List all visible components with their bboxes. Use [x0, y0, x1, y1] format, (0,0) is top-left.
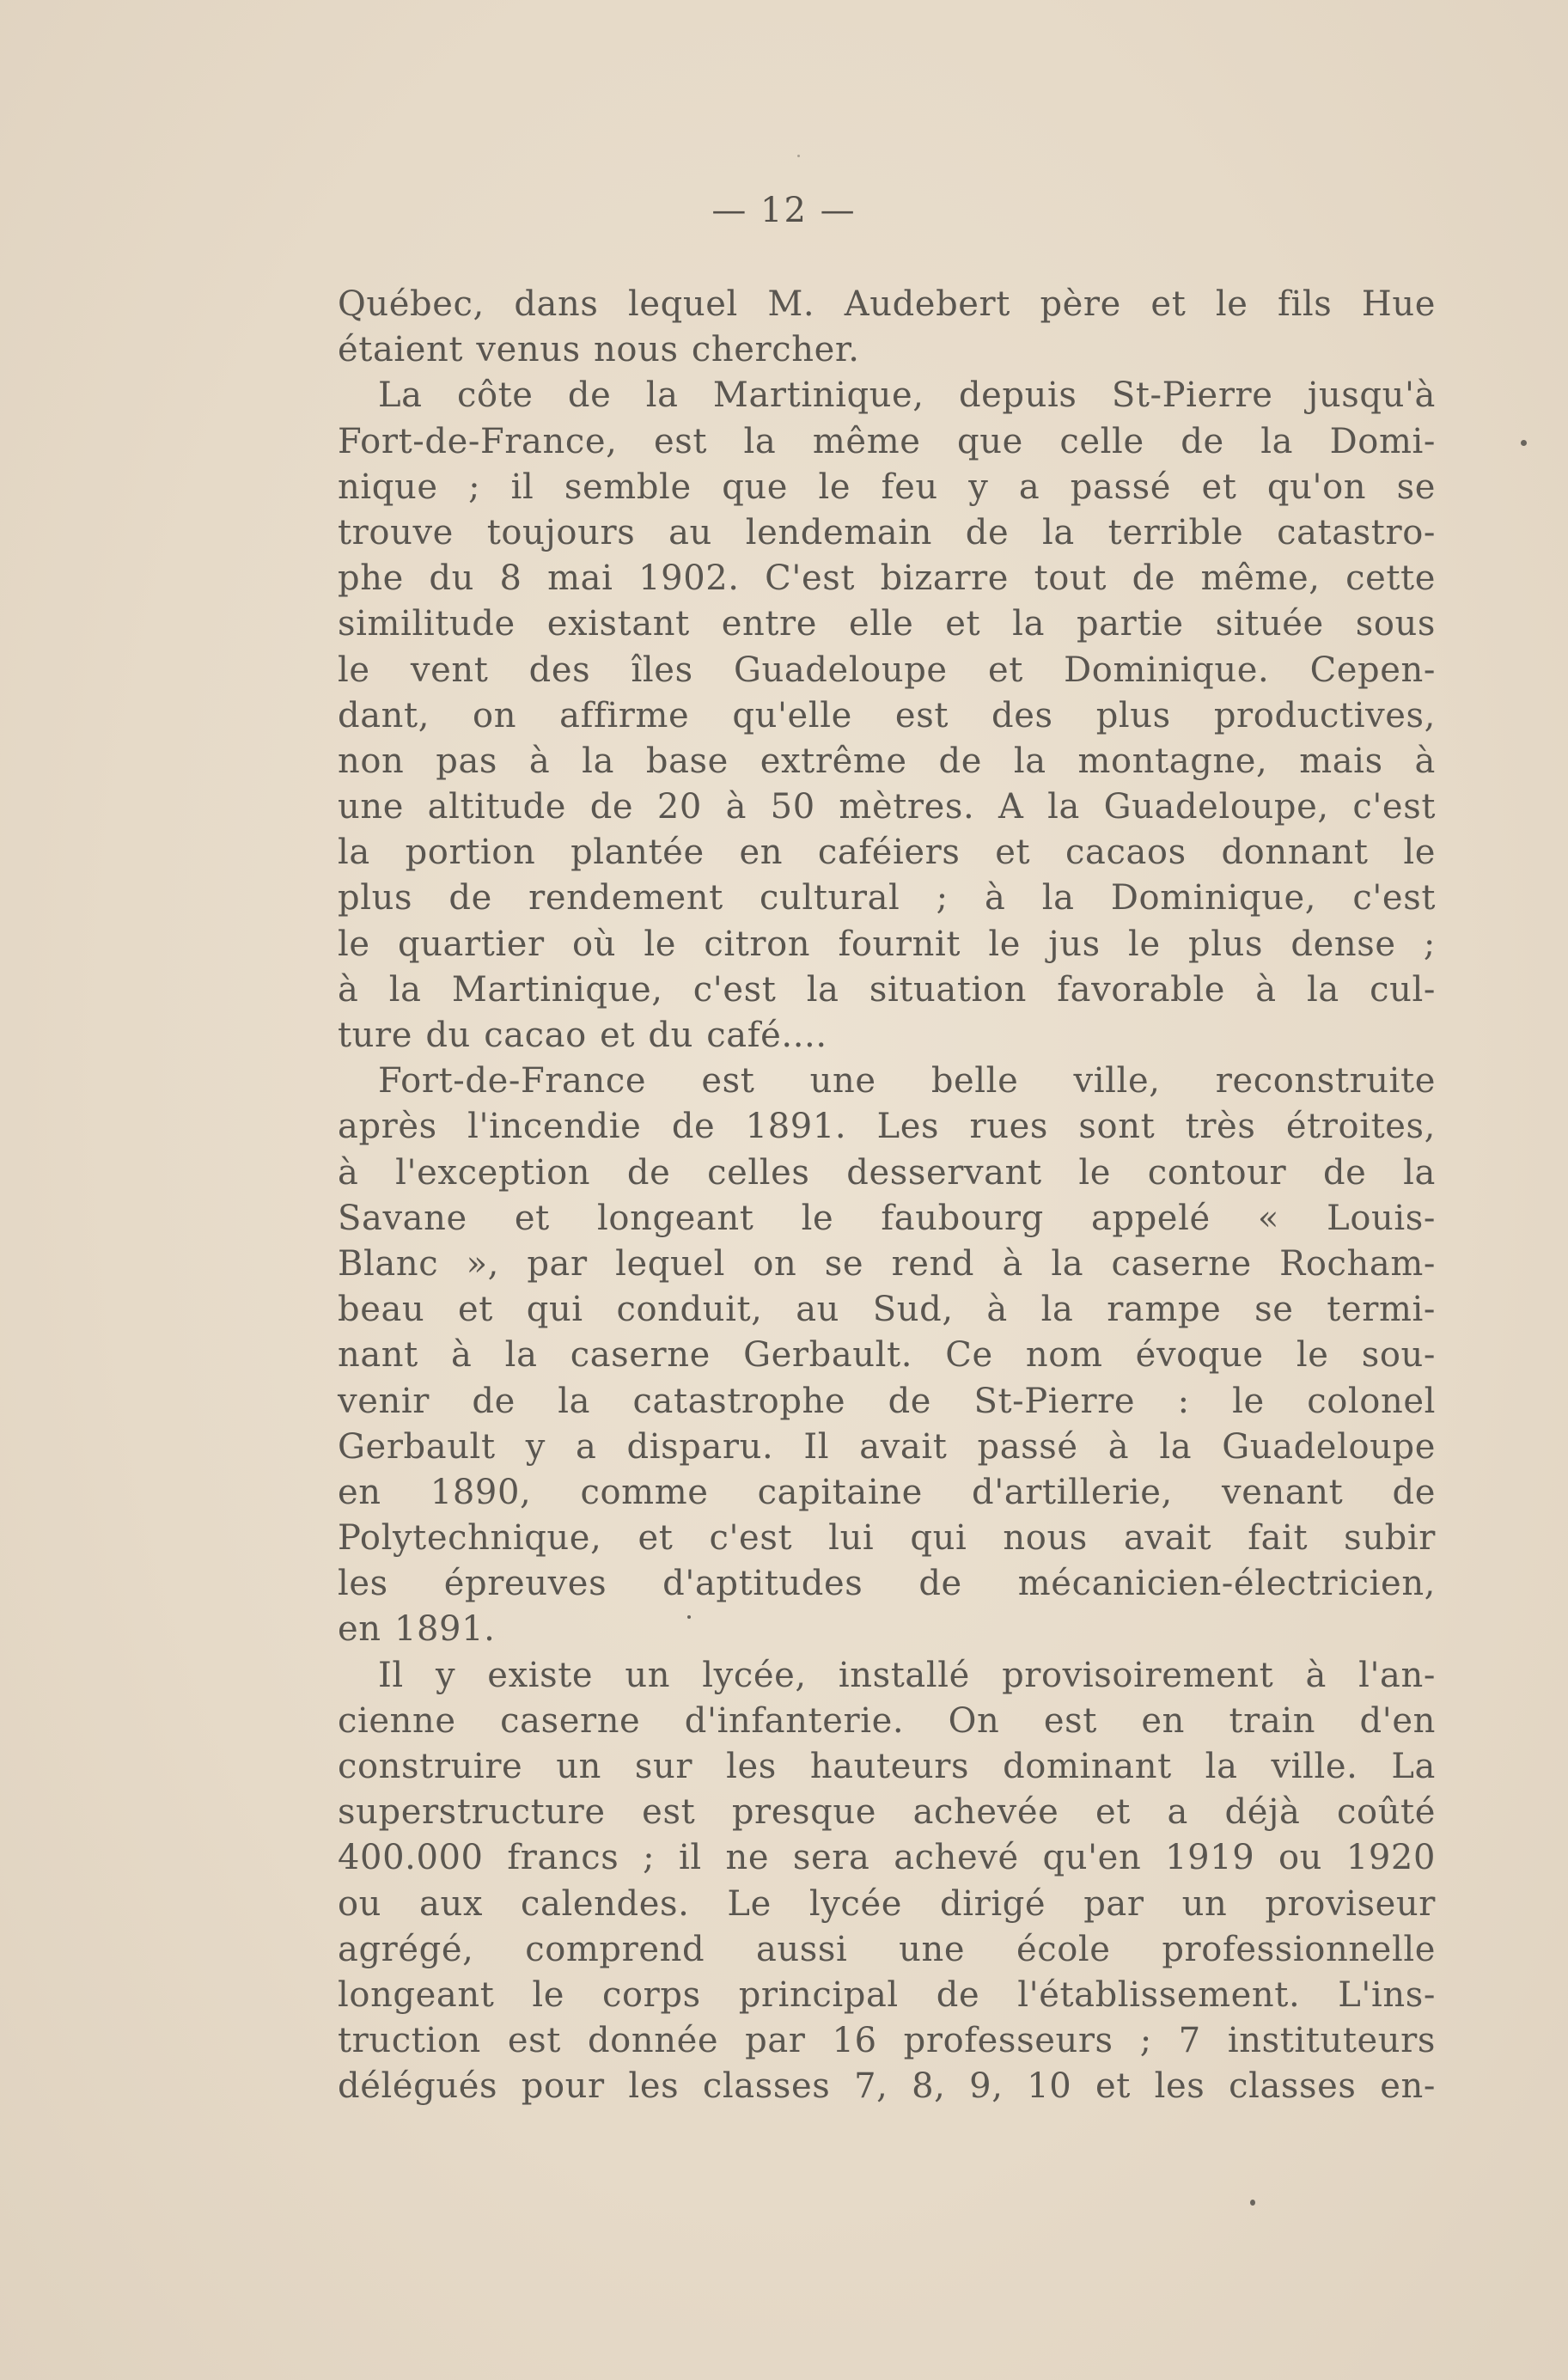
paper-speck	[1521, 440, 1527, 446]
text-line: délégués pour les classes 7, 8, 9, 10 et les classes en-	[338, 2066, 1436, 2107]
text-line: nant à la caserne Gerbault. Ce nom évoque le sou-	[338, 1335, 1436, 1376]
text-line: non pas à la base extrême de la montagne, mais à	[338, 741, 1436, 781]
text-line: étaient venus nous chercher.	[338, 330, 860, 370]
text-line: la portion plantée en caféiers et cacaos donnant le	[338, 833, 1436, 873]
paragraph	[338, 1653, 1436, 2110]
text-line: cienne caserne d'infanterie. On est en train d'en	[338, 1700, 1436, 1741]
page-number: — 12 —	[711, 191, 857, 230]
paragraph	[338, 282, 1436, 373]
text-line: nique ; il semble que le feu y a passé et qu'on se	[338, 467, 1436, 507]
paper-speck	[797, 155, 800, 157]
text-line: le vent des îles Guadeloupe et Dominique. Cepen-	[338, 650, 1436, 690]
text-line: à la Martinique, c'est la situation favorable à la cul-	[338, 969, 1436, 1010]
text-line: Québec, dans lequel M. Audebert père et le fils Hue	[338, 284, 1436, 324]
text-line: beau et qui conduit, au Sud, à la rampe se termi-	[338, 1290, 1436, 1330]
text-line: phe du 8 mai 1902. C'est bizarre tout de même, cette	[338, 558, 1436, 599]
text-line: Il y existe un lycée, installé provisoirement à l'an-	[378, 1655, 1436, 1695]
text-line: Fort-de-France est une belle ville, reconstruite	[378, 1061, 1436, 1102]
text-line: Polytechnique, et c'est lui qui nous avait fait subir	[338, 1518, 1436, 1559]
paragraph	[338, 1059, 1436, 1652]
text-line: construire un sur les hauteurs dominant la ville. La	[338, 1747, 1436, 1786]
text-line: plus de rendement cultural ; à la Dominique, c'est	[338, 878, 1436, 918]
text-line: dant, on affirme qu'elle est des plus productives,	[338, 695, 1436, 735]
text-line: ture du cacao et du café....	[338, 1016, 827, 1055]
text-line: en 1890, comme capitaine d'artillerie, venant de	[338, 1472, 1436, 1512]
text-line: superstructure est presque achevée et a déjà coûté	[338, 1792, 1436, 1833]
text-line: 400.000 francs ; il ne sera achevé qu'en 1919 ou 1920	[338, 1838, 1436, 1878]
paper-speck	[1250, 2200, 1255, 2206]
text-line: à l'exception de celles desservant le contour de la	[338, 1152, 1436, 1193]
paper-speck	[687, 1615, 691, 1619]
text-line: truction est donnée par 16 professeurs ; 7 instituteurs	[338, 2021, 1436, 2061]
text-line: trouve toujours au lendemain de la terrible catastro-	[338, 512, 1436, 552]
text-line: Savane et longeant le faubourg appelé « Louis-	[338, 1198, 1436, 1238]
text-line: les épreuves d'aptitudes de mécanicien-électricien,	[338, 1564, 1436, 1604]
text-line: le quartier où le citron fournit le jus le plus dense ;	[338, 924, 1436, 964]
text-line: La côte de la Martinique, depuis St-Pierre jusqu'à	[378, 375, 1436, 416]
text-line: longeant le corps principal de l'établissement. L'ins-	[338, 1974, 1436, 2015]
body-text	[338, 282, 1436, 2110]
text-line: en 1891.	[338, 1609, 496, 1650]
paragraph	[338, 373, 1436, 1059]
text-line: similitude existant entre elle et la partie située sous	[338, 604, 1436, 644]
text-line: une altitude de 20 à 50 mètres. A la Guadeloupe, c'est	[338, 787, 1436, 827]
text-line: ou aux calendes. Le lycée dirigé par un proviseur	[338, 1883, 1436, 1924]
text-line: agrégé, comprend aussi une école professionnelle	[338, 1929, 1436, 1969]
text-line: Gerbault y a disparu. Il avait passé à la Guadeloupe	[338, 1426, 1436, 1467]
text-line: venir de la catastrophe de St-Pierre : le colonel	[338, 1381, 1436, 1421]
text-line: Blanc », par lequel on se rend à la caserne Rocham-	[338, 1243, 1436, 1284]
text-line: Fort-de-France, est la même que celle de la Domi-	[338, 421, 1436, 461]
text-line: après l'incendie de 1891. Les rues sont très étroites,	[338, 1107, 1436, 1147]
